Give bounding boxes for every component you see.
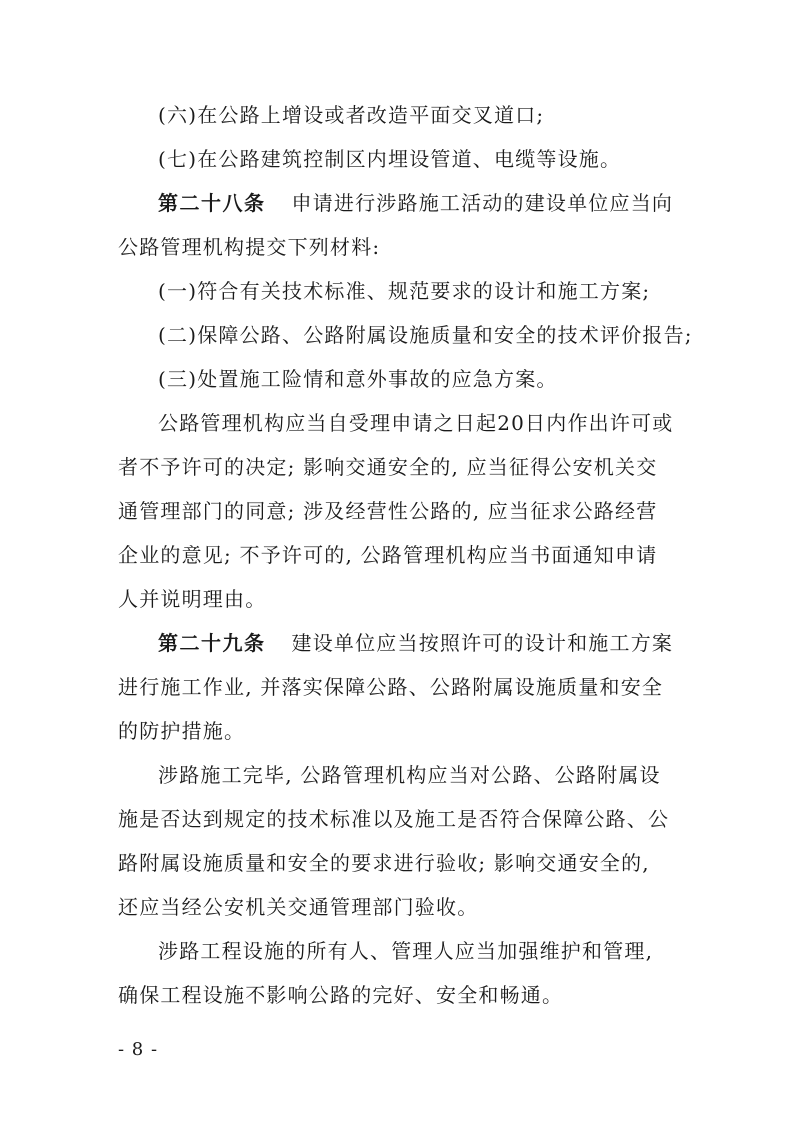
text-line	[0, 757, 793, 793]
text-line	[0, 845, 793, 881]
text-line	[0, 581, 793, 617]
text-line	[0, 361, 793, 397]
page-number: - 8 -	[118, 1039, 159, 1060]
text-line	[0, 493, 793, 529]
line-text: 公路管理机构提交下列材料:	[118, 235, 381, 259]
text-line	[0, 97, 793, 133]
line-text: (三)处置施工险情和意外事故的应急方案。	[158, 367, 558, 391]
line-text: (六)在公路上增设或者改造平面交叉道口;	[158, 103, 545, 127]
text-line	[0, 317, 793, 353]
text-line	[0, 977, 793, 1013]
text-line	[0, 933, 793, 969]
text-line	[0, 801, 793, 837]
line-text: 者不予许可的决定; 影响交通安全的, 应当征得公安机关交	[118, 455, 658, 479]
line-text: 公路管理机构应当自受理申请之日起20日内作出许可或	[158, 411, 674, 435]
text-line	[0, 889, 793, 925]
text-line	[0, 669, 793, 705]
text-line	[0, 713, 793, 749]
text-line	[0, 405, 793, 441]
text-line	[0, 141, 793, 177]
line-text: 进行施工作业, 并落实保障公路、公路附属设施质量和安全	[118, 675, 664, 699]
line-text: 路附属设施质量和安全的要求进行验收; 影响交通安全的,	[118, 851, 650, 875]
article-29-heading-line	[0, 625, 793, 661]
article-28-heading-line	[0, 185, 793, 221]
line-text: (二)保障公路、公路附属设施质量和安全的技术评价报告;	[158, 323, 693, 347]
line-text: 建设单位应当按照许可的设计和施工方案	[291, 631, 674, 655]
line-text: 通管理部门的同意; 涉及经营性公路的, 应当征求公路经营	[118, 499, 658, 523]
line-text: (七)在公路建筑控制区内埋设管道、电缆等设施。	[158, 147, 622, 171]
line-text: 申请进行涉路施工活动的建设单位应当向	[291, 191, 674, 215]
line-text: 人并说明理由。	[118, 587, 267, 611]
article-number: 第二十九条	[158, 631, 266, 655]
line-text: 涉路施工完毕, 公路管理机构应当对公路、公路附属设	[158, 763, 661, 787]
text-line	[0, 229, 793, 265]
line-text: 施是否达到规定的技术标准以及施工是否符合保障公路、公	[118, 807, 670, 831]
text-line	[0, 449, 793, 485]
text-line	[0, 537, 793, 573]
article-number: 第二十八条	[158, 191, 266, 215]
text-line	[0, 273, 793, 309]
line-text: 还应当经公安机关交通管理部门验收。	[118, 895, 479, 919]
line-text: 的防护措施。	[118, 719, 246, 743]
line-text: (一)符合有关技术标准、规范要求的设计和施工方案;	[158, 279, 651, 303]
line-text: 确保工程设施不影响公路的完好、安全和畅通。	[118, 983, 564, 1007]
line-text: 企业的意见; 不予许可的, 公路管理机构应当书面通知申请	[118, 543, 658, 567]
line-text: 涉路工程设施的所有人、管理人应当加强维护和管理,	[158, 939, 654, 963]
